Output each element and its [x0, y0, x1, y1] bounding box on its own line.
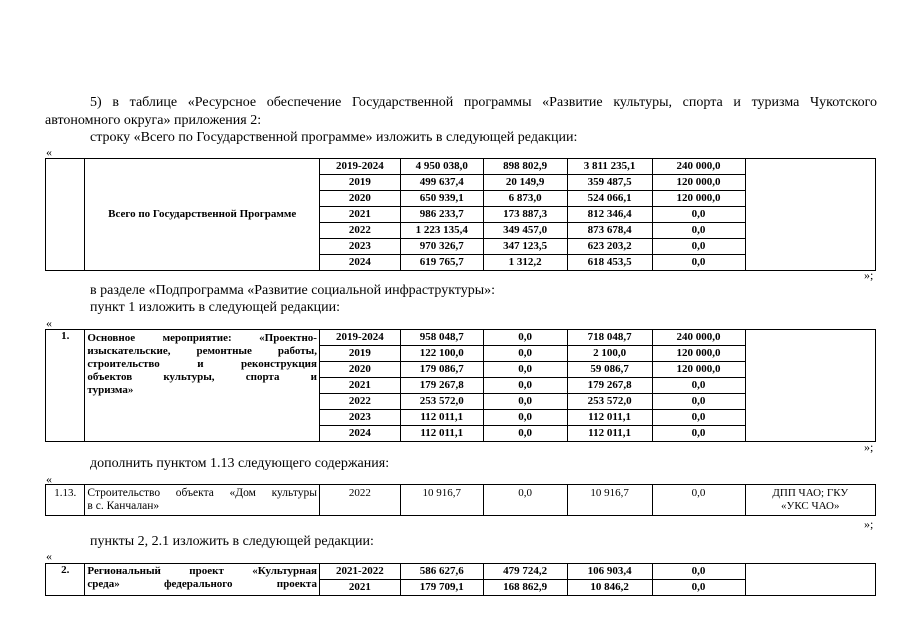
table2-cell: 112 011,1	[567, 410, 652, 426]
table1-cell: 2019	[319, 175, 400, 191]
table2-cell: 2021	[319, 378, 400, 394]
table1-num-cell	[46, 159, 85, 271]
table1-cell: 4 950 038,0	[400, 159, 483, 175]
paragraph-item-1-13: дополнить пунктом 1.13 следующего содержания:	[90, 456, 390, 471]
table1-cell: 623 203,2	[567, 239, 652, 255]
table3-executor	[745, 485, 875, 516]
table2-cell: 2022	[319, 394, 400, 410]
table1-cell: 349 457,0	[483, 223, 567, 239]
table1-cell: 499 637,4	[400, 175, 483, 191]
table3-executor-line: «УКС ЧАО»	[781, 500, 840, 512]
table1-cell: 873 678,4	[567, 223, 652, 239]
paragraph-intro-line1: 5) в таблице «Ресурсное обеспечение Государственной программы «Развитие культуры, спорта и туризма Чукотского	[90, 95, 877, 110]
table2-executor-cell	[745, 330, 875, 442]
table2-desc-line: строительство и реконструкция	[87, 358, 317, 370]
table-item-1	[45, 329, 876, 442]
table1-cell: 120 000,0	[652, 191, 745, 207]
table1-cell: 2021	[319, 207, 400, 223]
table3-desc	[85, 485, 320, 516]
table2-cell: 958 048,7	[400, 330, 483, 346]
paragraph-item-1: пункт 1 изложить в следующей редакции:	[90, 300, 340, 315]
table2-cell: 122 100,0	[400, 346, 483, 362]
open-quote-4: «	[46, 549, 52, 563]
table2-desc-line: изыскательские, ремонтные работы,	[87, 345, 317, 357]
table2-cell: 718 048,7	[567, 330, 652, 346]
table4-desc-line: Региональный проект «Культурная	[87, 565, 317, 577]
table3-cell: 0,0	[652, 485, 745, 516]
table2-cell: 112 011,1	[567, 426, 652, 442]
table2-cell: 2023	[319, 410, 400, 426]
paragraph-total-row: строку «Всего по Государственной программе» изложить в следующей редакции:	[90, 130, 578, 145]
table3-num: 1.13.	[46, 485, 85, 516]
table1-cell: 120 000,0	[652, 175, 745, 191]
table1-cell: 0,0	[652, 207, 745, 223]
table1-cell: 0,0	[652, 255, 745, 271]
paragraph-subprogram: в разделе «Подпрограмма «Развитие социальной инфраструктуры»:	[90, 283, 496, 298]
table1-cell: 2022	[319, 223, 400, 239]
table4-cell: 106 903,4	[567, 564, 652, 580]
table-total-program	[45, 158, 876, 271]
table1-cell: 898 802,9	[483, 159, 567, 175]
table1-cell: 986 233,7	[400, 207, 483, 223]
table1-cell: 524 066,1	[567, 191, 652, 207]
table2-cell: 2019	[319, 346, 400, 362]
table3-cell: 2022	[319, 485, 400, 516]
table3-cell: 10 916,7	[567, 485, 652, 516]
table1-executor-cell	[745, 159, 875, 271]
table2-cell: 179 086,7	[400, 362, 483, 378]
open-quote-2: «	[46, 316, 52, 330]
open-quote-3: «	[46, 472, 52, 486]
table2-cell: 253 572,0	[567, 394, 652, 410]
close-quote-2: »;	[864, 440, 874, 454]
table1-cell: 347 123,5	[483, 239, 567, 255]
table3-cell: 0,0	[483, 485, 567, 516]
table4-cell: 168 862,9	[483, 580, 567, 596]
table1-cell: 2020	[319, 191, 400, 207]
table2-cell: 0,0	[483, 362, 567, 378]
table2-cell: 2024	[319, 426, 400, 442]
table3-cell: 10 916,7	[400, 485, 483, 516]
table4-cell: 479 724,2	[483, 564, 567, 580]
table4-cell: 0,0	[652, 580, 745, 596]
table1-name: Всего по Государственной Программе	[85, 159, 320, 271]
table1-cell: 2019-2024	[319, 159, 400, 175]
table2-desc-line: объектов культуры, спорта и	[87, 371, 317, 383]
table4-num: 2.	[46, 564, 85, 596]
table2-cell: 179 267,8	[400, 378, 483, 394]
table1-cell: 619 765,7	[400, 255, 483, 271]
table4-cell: 2021	[319, 580, 400, 596]
table1-cell: 3 811 235,1	[567, 159, 652, 175]
paragraph-items-2: пункты 2, 2.1 изложить в следующей редакции:	[90, 534, 374, 549]
table2-cell: 0,0	[483, 378, 567, 394]
table1-cell: 0,0	[652, 223, 745, 239]
table3-executor-line: ДПП ЧАО; ГКУ	[772, 487, 849, 499]
table4-cell: 2021-2022	[319, 564, 400, 580]
table4-cell: 0,0	[652, 564, 745, 580]
table1-cell: 812 346,4	[567, 207, 652, 223]
table2-cell: 2020	[319, 362, 400, 378]
close-quote-3: »;	[864, 517, 874, 531]
table4-cell: 10 846,2	[567, 580, 652, 596]
table1-cell: 359 487,5	[567, 175, 652, 191]
table1-cell: 173 887,3	[483, 207, 567, 223]
table1-cell: 0,0	[652, 239, 745, 255]
table2-cell: 2019-2024	[319, 330, 400, 346]
table2-cell: 0,0	[483, 394, 567, 410]
table2-cell: 0,0	[483, 410, 567, 426]
table2-cell: 0,0	[652, 426, 745, 442]
table3-desc-line: Строительство объекта «Дом культуры	[87, 487, 317, 499]
table2-cell: 179 267,8	[567, 378, 652, 394]
table2-cell: 0,0	[652, 378, 745, 394]
table2-cell: 0,0	[483, 346, 567, 362]
table2-cell: 120 000,0	[652, 362, 745, 378]
table1-cell: 6 873,0	[483, 191, 567, 207]
table2-cell: 59 086,7	[567, 362, 652, 378]
table1-cell: 650 939,1	[400, 191, 483, 207]
table1-cell: 240 000,0	[652, 159, 745, 175]
table1-cell: 1 312,2	[483, 255, 567, 271]
table2-num: 1.	[46, 330, 85, 442]
close-quote-1: »;	[864, 268, 874, 282]
table2-desc-line: Основное мероприятие: «Проектно-	[87, 332, 317, 344]
table2-cell: 0,0	[652, 394, 745, 410]
table-item-1-13	[45, 484, 876, 516]
table2-desc	[85, 330, 320, 442]
table2-cell: 0,0	[652, 410, 745, 426]
paragraph-intro-line2: автономного округа» приложения 2:	[45, 113, 262, 128]
open-quote-1: «	[46, 145, 52, 159]
table2-cell: 2 100,0	[567, 346, 652, 362]
table4-cell: 179 709,1	[400, 580, 483, 596]
table2-cell: 253 572,0	[400, 394, 483, 410]
table2-desc-line: туризма»	[87, 384, 134, 396]
table2-cell: 112 011,1	[400, 426, 483, 442]
table-item-2	[45, 563, 876, 596]
table2-cell: 120 000,0	[652, 346, 745, 362]
table3-desc-line: в с. Канчалан»	[87, 500, 160, 512]
table1-cell: 2023	[319, 239, 400, 255]
table1-cell: 20 149,9	[483, 175, 567, 191]
table4-desc	[85, 564, 320, 596]
table4-executor-cell	[745, 564, 875, 596]
table1-cell: 618 453,5	[567, 255, 652, 271]
table1-cell: 1 223 135,4	[400, 223, 483, 239]
table1-cell: 970 326,7	[400, 239, 483, 255]
table2-cell: 240 000,0	[652, 330, 745, 346]
table2-cell: 0,0	[483, 426, 567, 442]
table2-cell: 0,0	[483, 330, 567, 346]
table4-desc-line: среда» федерального проекта	[87, 578, 317, 590]
table4-cell: 586 627,6	[400, 564, 483, 580]
table2-cell: 112 011,1	[400, 410, 483, 426]
table1-cell: 2024	[319, 255, 400, 271]
